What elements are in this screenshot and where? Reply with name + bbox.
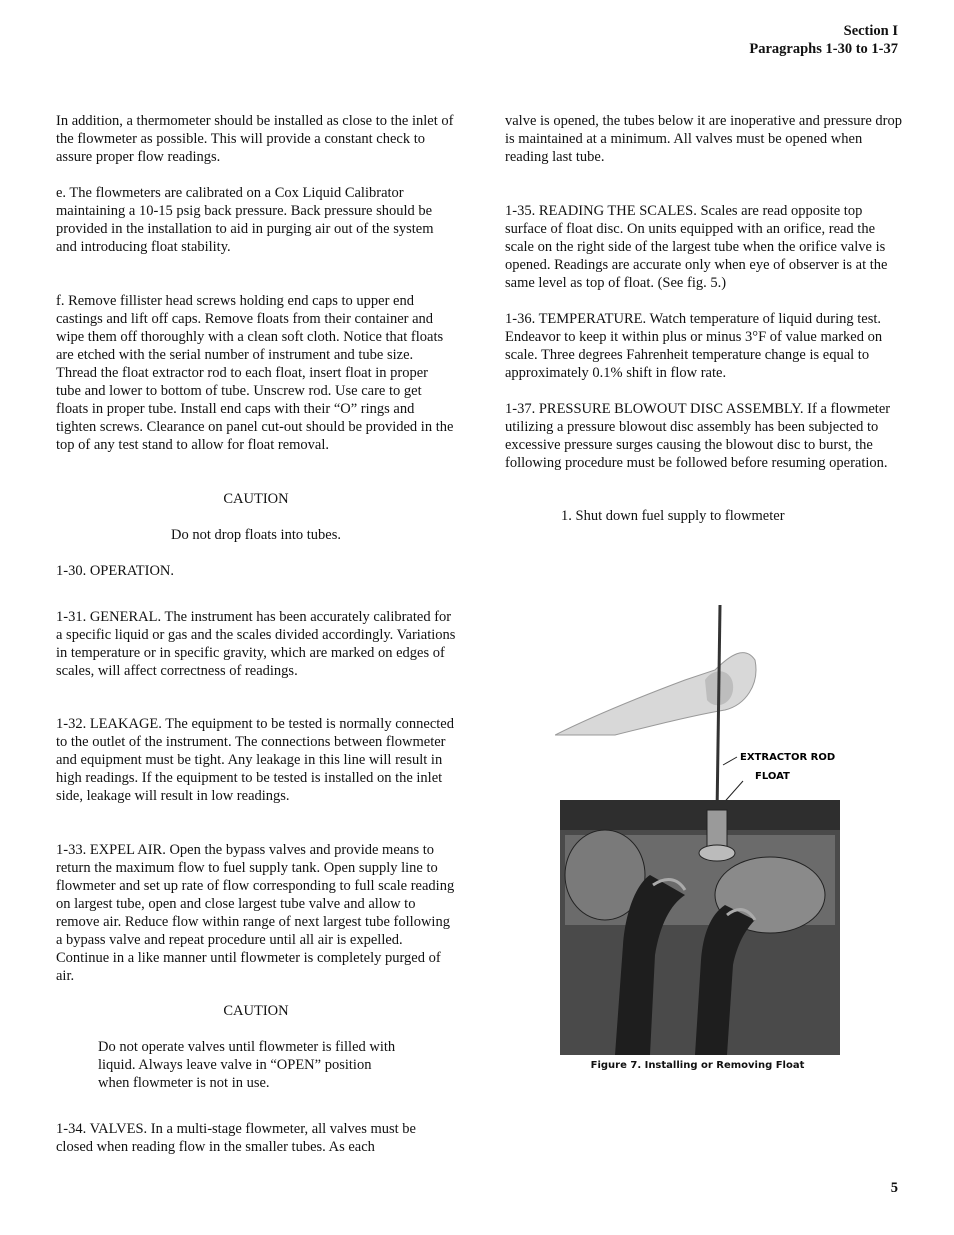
caution-heading: CAUTION [223, 1003, 289, 1019]
paragraph-valves-cont: valve is opened, the tubes below it are inoperative and pressure drop is maintained at a minimum. All valves must be opened when reading last tube. [505, 113, 903, 165]
page-number: 5 [890, 1180, 898, 1196]
right-column [505, 112, 905, 525]
paragraph-thermometer: In addition, a thermometer should be installed as close to the inlet of the flowmeter as possible. This will provide a constant check to assure proper flow readings. [56, 113, 454, 165]
section-label: Section I [843, 23, 898, 39]
label-extractor-rod: EXTRACTOR ROD [740, 752, 836, 763]
caution-text: Do not drop floats into tubes. [171, 527, 341, 543]
paragraphs-label: Paragraphs 1-30 to 1-37 [749, 41, 898, 57]
label-float: FLOAT [755, 771, 790, 782]
paragraph-general: 1-31. GENERAL. The instrument has been accurately calibrated for a specific liquid or gas and the scales divided accordingly. Variations in temperature or in specific gravity, which are marked on edges of scales, will affect correctness of readings. [56, 609, 456, 679]
heading-operation: 1-30. OPERATION. [56, 563, 175, 579]
paragraph-expel-air: 1-33. EXPEL AIR. Open the bypass valves and provide means to return the maximum flow to fuel supply tank. Open supply line to flowmeter and set up rate of flow corresponding to full scale reading on largest tube, open and close largest tube valve and allow to remove air. Reduce flow within range of next largest tube following a bypass valve and repeat procedure until all air is expelled. Continue in a like manner until flowmeter is completely purged of air. [56, 842, 455, 984]
paragraph-blowout-disc: 1-37. PRESSURE BLOWOUT DISC ASSEMBLY. If a flowmeter utilizing a pressure blowout disc assembly has been subjected to excessive pressure surges causing the blowout disc to burst, the following procedure must be followed before resuming operation. [505, 401, 891, 471]
paragraph-f-floats: f. Remove fillister head screws holding end caps to upper end castings and lift off caps. Remove floats from their container and wipe them off thoroughly with a clean soft cloth. Notice that floats are etched with the serial number of instrument and tube size. Thread the float extractor rod to each float, insert float in proper tube and lower to bottom of tube. Unscrew rod. Use care to get floats in proper tube. Install end caps with their “O” rings and tighten screws. Clearance on panel cut-out should be provided in the top of any test stand to allow for float removal. [56, 293, 454, 453]
step-1: 1. Shut down fuel supply to flowmeter [561, 508, 785, 524]
page-header [749, 22, 898, 58]
figure-photo [555, 585, 845, 1060]
figure-caption: Figure 7. Installing or Removing Float [590, 1060, 805, 1071]
left-column [56, 112, 456, 1156]
caution-heading: CAUTION [223, 491, 289, 507]
paragraph-reading-scales: 1-35. READING THE SCALES. Scales are read opposite top surface of float disc. On units equipped with an orifice, read the scale on the right side of the largest tube when the orifice valve is opened. Readings are accurate only when eye of observer is at the same level as top of float. (See fig. 5.) [505, 203, 888, 291]
paragraph-temperature: 1-36. TEMPERATURE. Watch temperature of liquid during test. Endeavor to keep it within plus or minus 3°F of value marked on scale. Three degrees Fahrenheit temperature change is equal to approximately 0.1% shift in flow rate. [505, 311, 883, 381]
paragraph-e-calibration: e. The flowmeters are calibrated on a Cox Liquid Calibrator maintaining a 10-15 psig back pressure. Back pressure should be provided in the installation to aid in purging air out of the system and introducing float stability. [56, 185, 434, 255]
caution-text: Do not operate valves until flowmeter is filled with liquid. Always leave valve in “OPEN” position when flowmeter is not in use. [98, 1039, 396, 1091]
float-extractor-illustration [555, 585, 845, 1060]
paragraph-valves: 1-34. VALVES. In a multi-stage flowmeter, all valves must be closed when reading flow in the smaller tubes. As each [56, 1121, 416, 1155]
paragraph-leakage: 1-32. LEAKAGE. The equipment to be tested is normally connected to the outlet of the instrument. The connections between flowmeter and equipment must be tight. Any leakage in this line will result in high readings. If the equipment to be tested is installed on the inlet side, leakage will result in low readings. [56, 716, 454, 804]
